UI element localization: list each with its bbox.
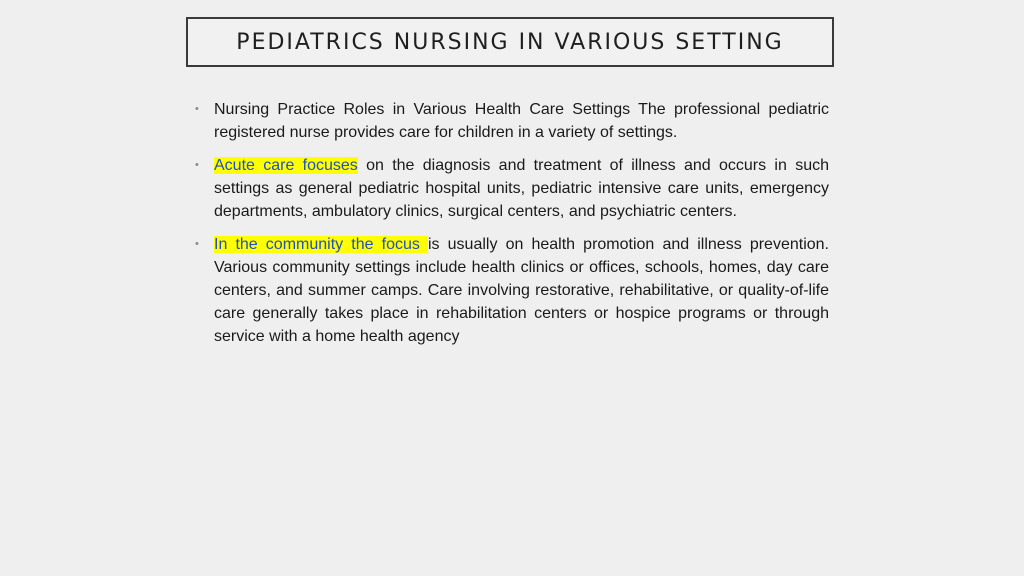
bullet-item <box>195 233 829 348</box>
bullet-list <box>195 98 829 358</box>
title-box <box>186 17 834 67</box>
highlighted-phrase: In the community the focus <box>214 236 428 253</box>
slide-title: PEDIATRICS NURSING IN VARIOUS SETTING <box>236 29 784 55</box>
bullet-item <box>195 98 829 144</box>
bullet-icon: • <box>195 159 199 171</box>
bullet-text: Nursing Practice Roles in Various Health Care Settings The professional pediatric registered nurse provides care for children in a variety of settings. <box>214 101 829 141</box>
highlighted-phrase: Acute care focuses <box>214 157 358 174</box>
bullet-text: is usually on health promotion and illness prevention. Various community settings include health clinics or offices, schools, homes, day care centers, and summer camps. Care involving restorative, rehabilitative, or quality-of-life care generally takes place in rehabilitation centers or hospice programs or through service with a home health agency <box>214 236 829 345</box>
bullet-icon: • <box>195 238 199 250</box>
bullet-text: on the diagnosis and treatment of illness and occurs in such settings as general pediatric hospital units, pediatric intensive care units, emergency departments, ambulatory clinics, surgical centers, and psychiatric centers. <box>214 157 829 220</box>
bullet-icon: • <box>195 103 199 115</box>
bullet-item <box>195 154 829 223</box>
